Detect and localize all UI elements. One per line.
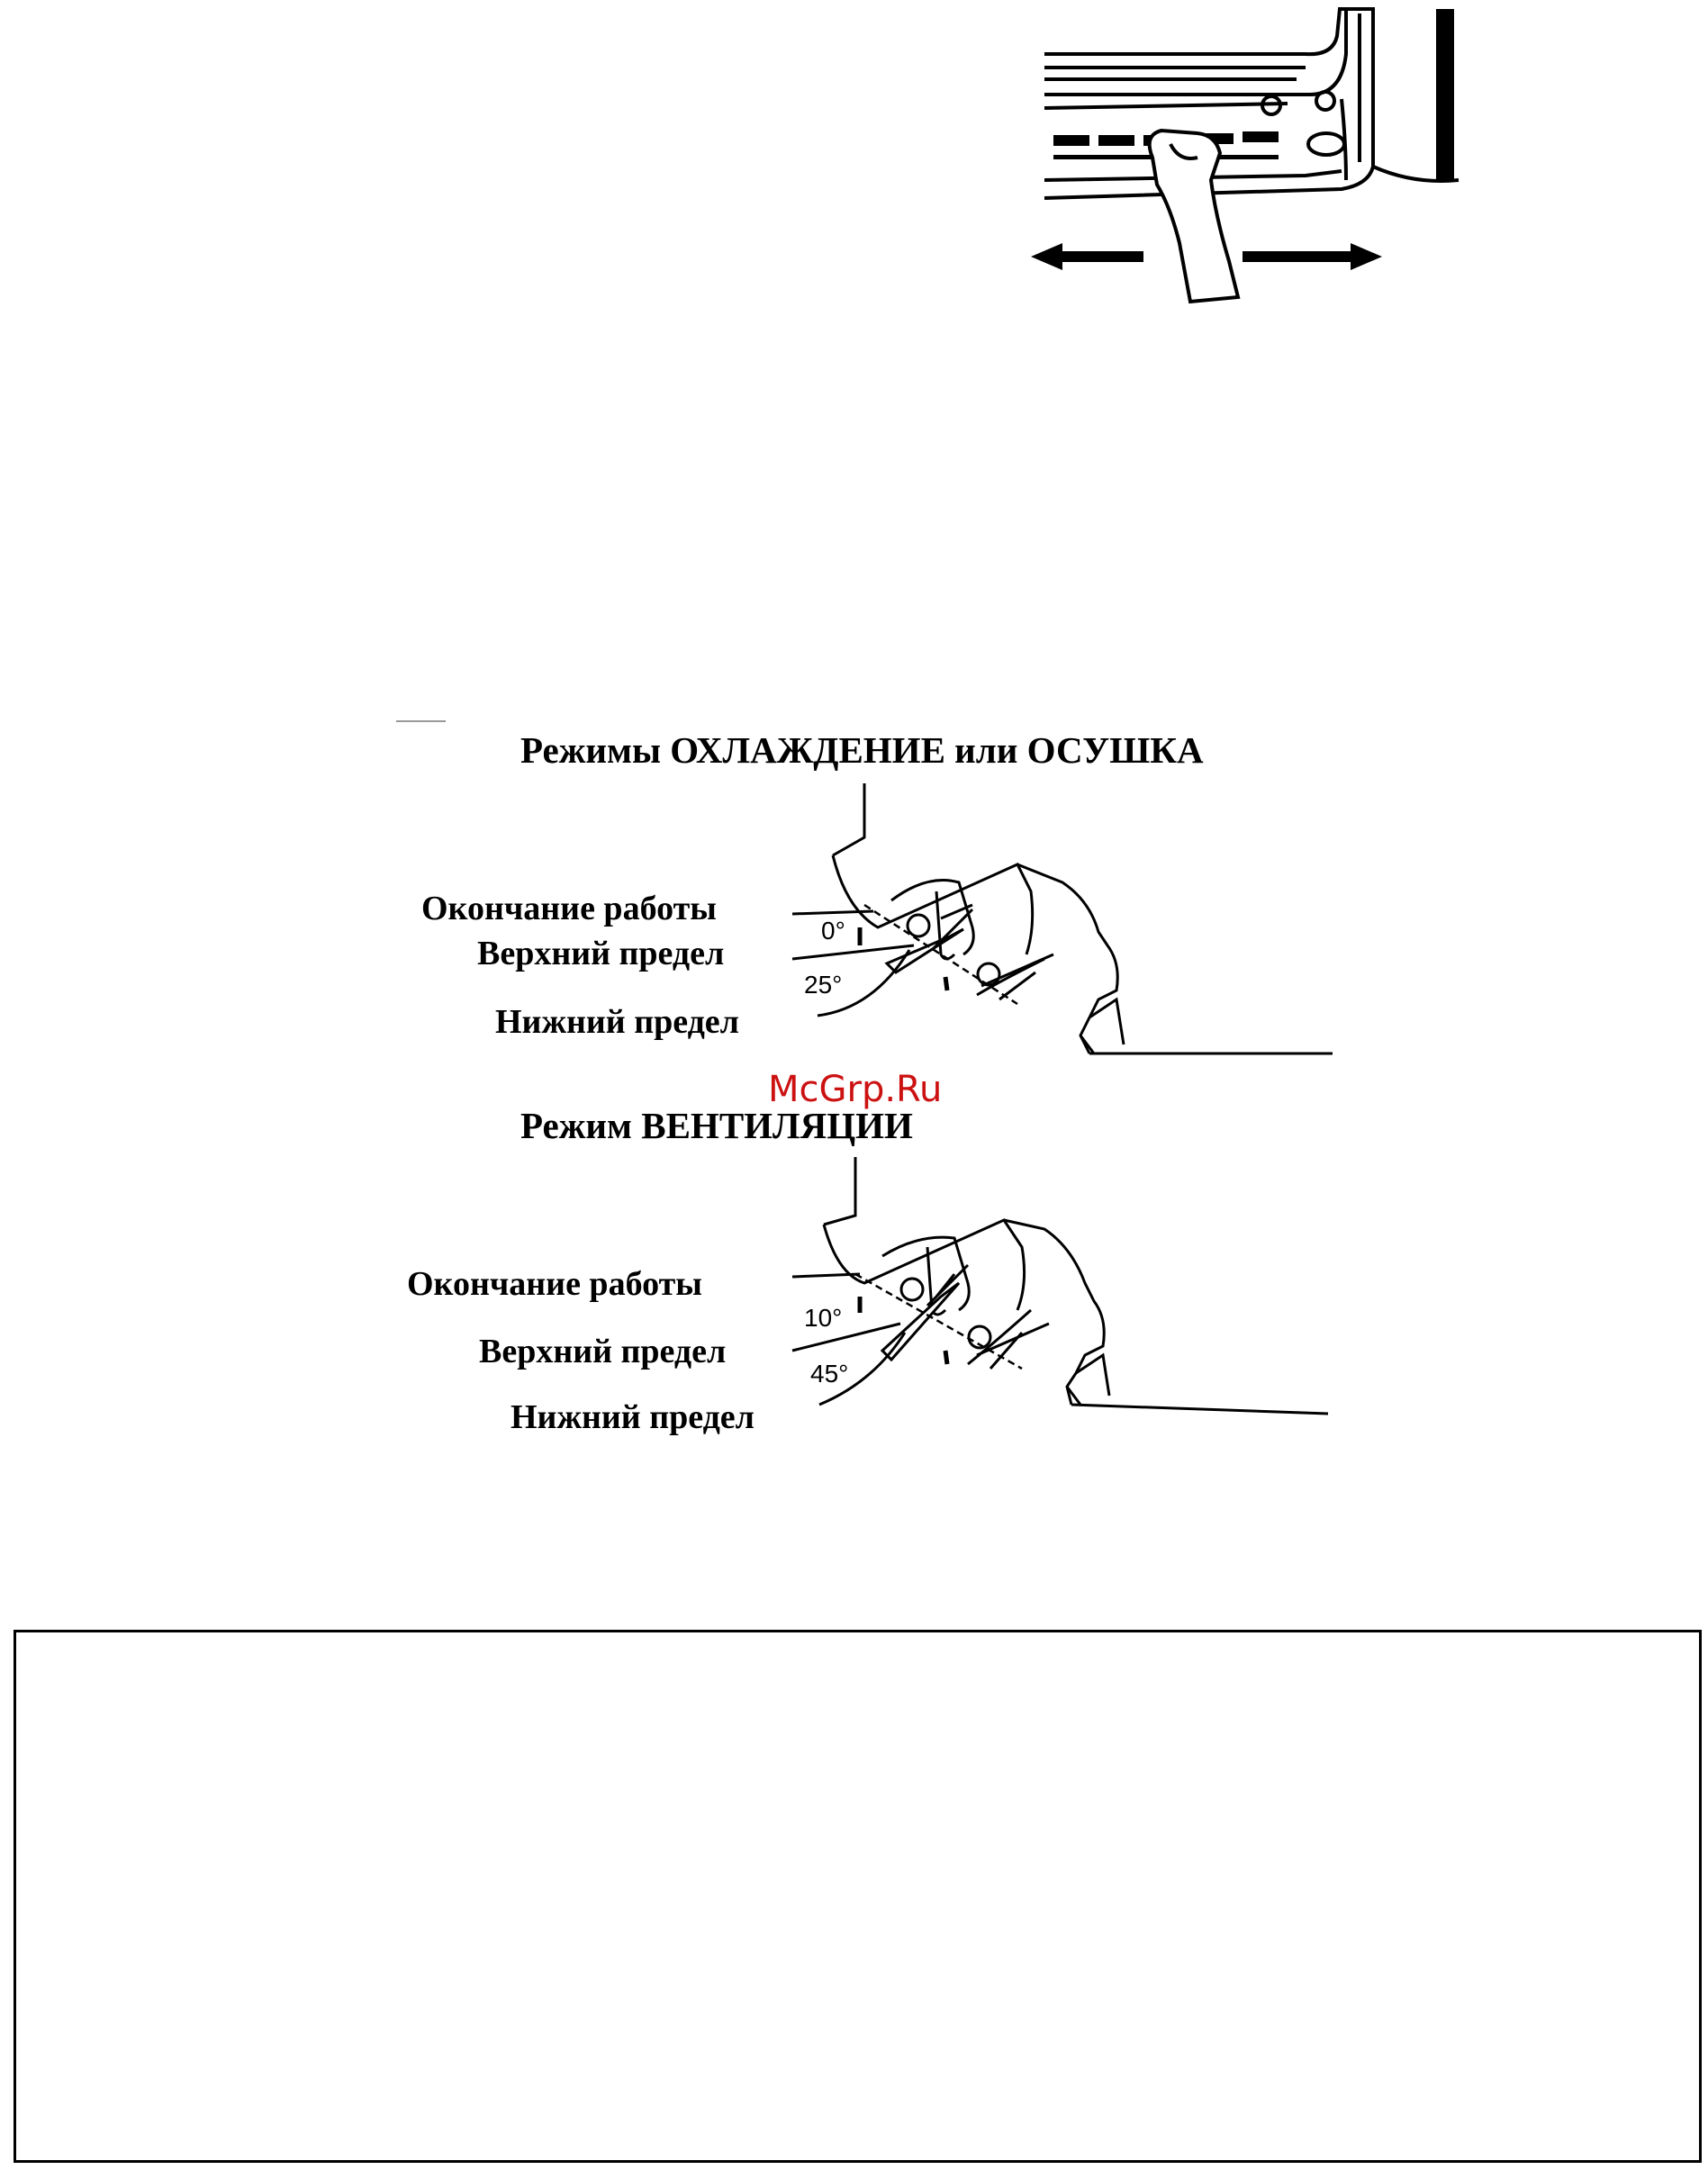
fan-louver-diagram [792, 1148, 1342, 1436]
cool-louver-diagram [792, 774, 1342, 1062]
fan-label-lower-limit: Нижний предел [511, 1398, 755, 1436]
stray-line [396, 720, 446, 722]
notice-box [14, 1630, 1702, 2163]
cool-label-lower-limit: Нижний предел [495, 1003, 739, 1041]
fan-angle-bottom: 45° [810, 1360, 849, 1388]
cool-label-end-of-operation: Окончание работы [421, 890, 717, 927]
fan-label-upper-limit: Верхний предел [479, 1333, 727, 1370]
watermark: McGrp.Ru [768, 1069, 943, 1110]
left-right-arrows-icon [1031, 239, 1382, 275]
cool-dry-mode-title: Режимы ОХЛАЖДЕНИЕ или ОСУШКА [520, 729, 1204, 771]
cool-label-upper-limit: Верхний предел [477, 935, 725, 972]
cool-angle-top: 0° [821, 917, 845, 945]
fan-label-end-of-operation: Окончание работы [407, 1265, 702, 1303]
fan-mode-title: Режим ВЕНТИЛЯЦИИ [520, 1105, 913, 1146]
cool-angle-bottom: 25° [804, 971, 843, 999]
fan-angle-top: 10° [804, 1304, 843, 1332]
